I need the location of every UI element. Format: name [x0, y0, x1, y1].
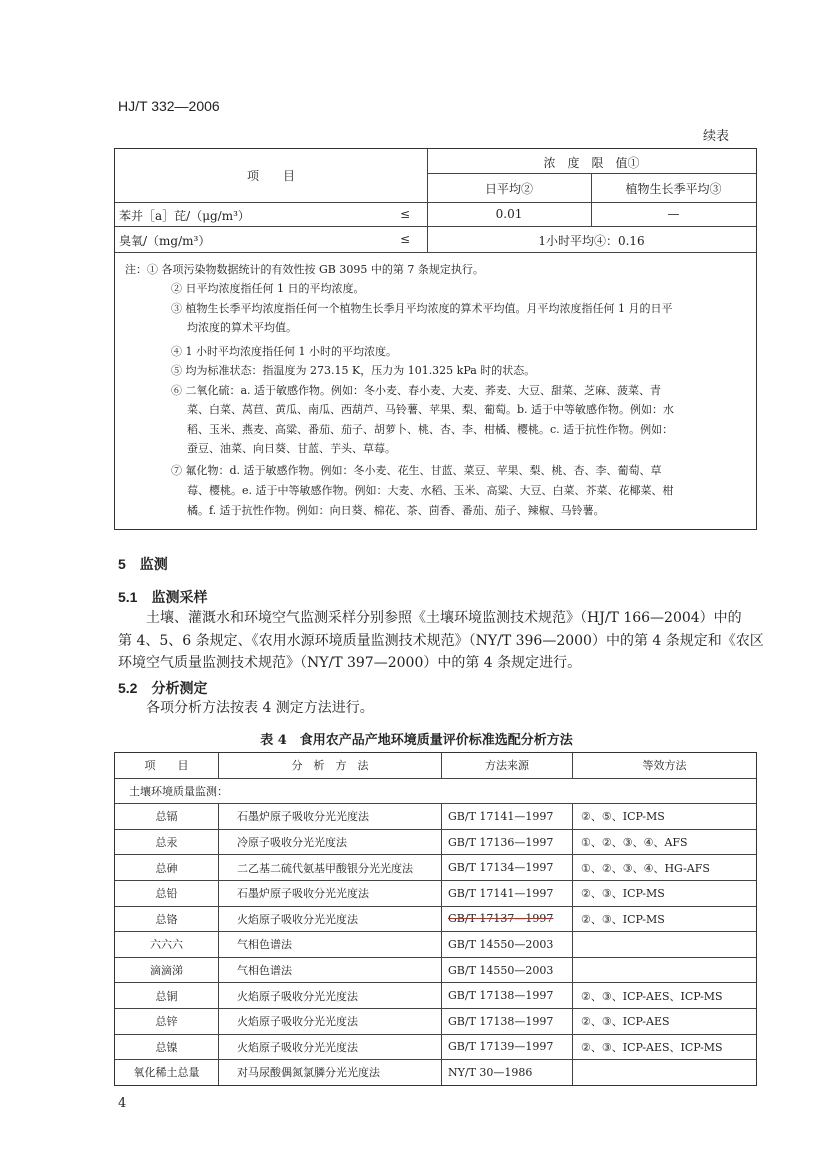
- paragraph-line: 第 4、5、6 条规定、《农用水源环境质量监测技术规范》（NY/T 396—2000）中的第 4 条规定和《农区: [118, 633, 764, 649]
- table-row: [115, 906, 756, 932]
- row-ozone-value: 1小时平均④：0.16: [538, 234, 645, 248]
- col-daily-header: 日平均②: [484, 182, 533, 196]
- table-note: ⑦ 氟化物：d. 适于敏感作物。例如：冬小麦、花生、甘蓝、菜豆、苹果、梨、桃、杏、李、葡萄、草: [171, 464, 662, 477]
- paragraph-line: 各项分析方法按表 4 测定方法进行。: [146, 700, 374, 716]
- source-cell: NY/T 30—1986: [442, 1060, 573, 1085]
- source-cell: GB/T 17141—1997: [442, 804, 573, 830]
- table-note: 橘。f. 适于抗性作物。例如：向日葵、棉花、茶、茴香、番茄、茄子、辣椒、马铃薯。: [187, 504, 605, 517]
- item-cell: 总铬: [115, 906, 219, 932]
- row-benzopyrene-op: ≤: [400, 207, 411, 221]
- source-cell: GB/T 17136—1997: [442, 829, 573, 855]
- header-item: 项 目: [115, 753, 219, 778]
- method-cell: 火焰原子吸收分光光度法: [219, 983, 442, 1009]
- item-cell: 总汞: [115, 829, 219, 855]
- section-5-2-title: 5.2 分析测定: [118, 680, 208, 696]
- method-cell: 冷原子吸收分光光度法: [219, 829, 442, 855]
- divider: [115, 252, 756, 253]
- method-cell: 气相色谱法: [219, 957, 442, 983]
- method-cell: 石墨炉原子吸收分光光度法: [219, 804, 442, 830]
- item-cell: 总锌: [115, 1008, 219, 1034]
- equiv-cell: ②、⑤、ICP-MS: [573, 804, 757, 830]
- paragraph-line: 土壤、灌溉水和环境空气监测采样分别参照《土壤环境监测技术规范》（HJ/T 166—2004）中的: [146, 610, 742, 626]
- item-cell: 总铅: [115, 880, 219, 906]
- equiv-cell: ①、②、③、④、HG-AFS: [573, 855, 757, 881]
- table-note: 菜、白菜、莴苣、黄瓜、南瓜、西葫芦、马铃薯、苹果、梨、葡萄。b. 适于中等敏感作物。例如：水: [187, 403, 675, 416]
- table-header-row: [115, 753, 756, 778]
- equiv-cell: [573, 957, 757, 983]
- item-cell: 六六六: [115, 932, 219, 958]
- col-conc-header: 浓 度 限 值①: [543, 156, 640, 170]
- row-ozone-item: 臭氧/（mg/m³）: [119, 234, 211, 248]
- table-note: 注：① 各项污染物数据统计的有效性按 GB 3095 中的第 7 条规定执行。: [125, 263, 484, 276]
- equiv-cell: [573, 1060, 757, 1085]
- soil-monitoring-label: 土壤环境质量监测：: [115, 778, 756, 804]
- table-row: [115, 829, 756, 855]
- item-cell: 滴滴涕: [115, 957, 219, 983]
- item-cell: 总砷: [115, 855, 219, 881]
- table-note: 蚕豆、油菜、向日葵、甘蓝、芋头、草莓。: [187, 442, 396, 455]
- item-cell: 氧化稀土总量: [115, 1060, 219, 1085]
- table-row: [115, 804, 756, 830]
- table-note: ⑤ 均为标准状态：指温度为 273.15 K，压力为 101.325 kPa 时的状态。: [171, 364, 536, 377]
- table-note: 莓、樱桃。e. 适于中等敏感作物。例如：大麦、水稻、玉米、高粱、大豆、白菜、芥菜、花椰菜、柑: [187, 484, 674, 497]
- equiv-cell: ②、③、ICP-AES: [573, 1008, 757, 1034]
- continued-label: 续表: [703, 129, 730, 144]
- table-row: [115, 855, 756, 881]
- item-cell: 总铜: [115, 983, 219, 1009]
- table-note: 均浓度的算术平均值。: [187, 321, 297, 334]
- row-benzopyrene-season: —: [667, 207, 680, 221]
- row-benzopyrene-daily: 0.01: [495, 207, 523, 221]
- analysis-method-table: [114, 752, 757, 1086]
- table-row: [115, 957, 756, 983]
- equiv-cell: [573, 932, 757, 958]
- source-cell: GB/T 17139—1997: [442, 1034, 573, 1060]
- paragraph-line: 环境空气质量监测技术规范》（NY/T 397—2000）中的第 4 条规定进行。: [118, 655, 582, 671]
- col-season-header: 植物生长季平均③: [625, 182, 722, 196]
- section-5-1-title: 5.1 监测采样: [118, 589, 208, 605]
- table-row: [115, 983, 756, 1009]
- table-note: ③ 植物生长季平均浓度指任何一个植物生长季月平均浓度的算术平均值。月平均浓度指任何 1 月的日平: [171, 302, 673, 315]
- item-cell: 总镉: [115, 804, 219, 830]
- standard-header: HJ/T 332—2006: [118, 98, 220, 114]
- section-row: [115, 778, 756, 804]
- method-cell: 火焰原子吸收分光光度法: [219, 906, 442, 932]
- source-cell: GB/T 14550—2003: [442, 932, 573, 958]
- equiv-cell: ①、②、③、④、AFS: [573, 829, 757, 855]
- method-cell: 气相色谱法: [219, 932, 442, 958]
- col-item-header: 项 目: [246, 169, 295, 183]
- table-row: [115, 1008, 756, 1034]
- method-cell: 二乙基二硫代氨基甲酸银分光光度法: [219, 855, 442, 881]
- method-cell: 对马尿酸偶氮氯膦分光光度法: [219, 1060, 442, 1085]
- source-cell: GB/T 17138—1997: [442, 983, 573, 1009]
- item-cell: 总镍: [115, 1034, 219, 1060]
- source-cell: [442, 906, 573, 932]
- table-row: [115, 1034, 756, 1060]
- struck-source-text: GB/T 17137—1997: [448, 912, 554, 926]
- table-row: [115, 932, 756, 958]
- equiv-cell: ②、③、ICP-AES、ICP-MS: [573, 1034, 757, 1060]
- table-note: ⑥ 二氧化硫：a. 适于敏感作物。例如：冬小麦、春小麦、大麦、荞麦、大豆、甜菜、芝麻、菠菜、青: [171, 384, 662, 397]
- source-cell: GB/T 17141—1997: [442, 880, 573, 906]
- section-5-title: 5 监测: [118, 556, 168, 572]
- equiv-cell: ②、③、ICP-AES、ICP-MS: [573, 983, 757, 1009]
- row-ozone-op: ≤: [400, 232, 411, 246]
- table-row: [115, 1060, 756, 1085]
- header-method: 分 析 方 法: [219, 753, 442, 778]
- equiv-cell: ②、③、ICP-MS: [573, 880, 757, 906]
- method-cell: 火焰原子吸收分光光度法: [219, 1034, 442, 1060]
- pollutant-limit-table: [114, 148, 757, 530]
- source-cell: GB/T 17138—1997: [442, 1008, 573, 1034]
- method-cell: 石墨炉原子吸收分光光度法: [219, 880, 442, 906]
- equiv-cell: ②、③、ICP-MS: [573, 906, 757, 932]
- divider: [115, 202, 756, 203]
- header-source: 方法来源: [442, 753, 573, 778]
- table-row: [115, 880, 756, 906]
- method-cell: 火焰原子吸收分光光度法: [219, 1008, 442, 1034]
- table-note: ② 日平均浓度指任何 1 日的平均浓度。: [171, 282, 365, 295]
- page-number: 4: [118, 1096, 127, 1111]
- table-note: ④ 1 小时平均浓度指任何 1 小时的平均浓度。: [171, 345, 397, 358]
- table-4-caption: 表 4 食用农产品产地环境质量评价标准选配分析方法: [260, 733, 573, 748]
- source-cell: GB/T 14550—2003: [442, 957, 573, 983]
- table-note: 稻、玉米、燕麦、高粱、番茄、茄子、胡萝卜、桃、杏、李、柑橘、樱桃。c. 适于抗性作物。例如：: [187, 423, 674, 436]
- source-cell: GB/T 17134—1997: [442, 855, 573, 881]
- divider: [115, 226, 756, 227]
- row-benzopyrene-item: 苯并［a］芘/（μg/m³）: [119, 209, 250, 223]
- header-equiv: 等效方法: [642, 759, 687, 773]
